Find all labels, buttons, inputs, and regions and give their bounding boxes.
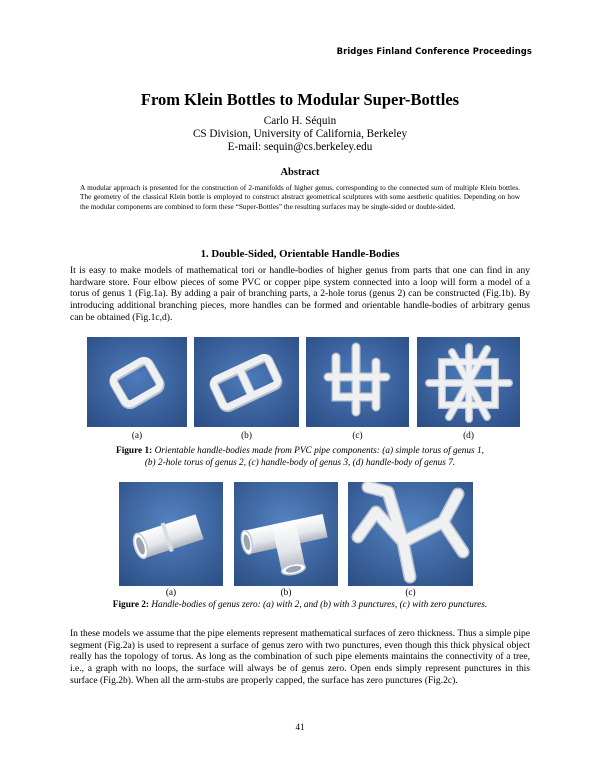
figure-1a-label: (a) [131, 431, 143, 441]
figure-2a-label: (a) [165, 588, 177, 598]
figure-1d-label: (d) [463, 431, 474, 441]
figure-1-caption [0, 446, 600, 469]
figure-2c-label: (c) [405, 588, 416, 598]
figure-1b-label: (b) [241, 431, 252, 441]
abstract-text: A modular approach is presented for the construction of 2-manifolds of higher genus, corresponding to the connected sum of multiple Klein bottles. The geometry of the classical Klein bottle is employed to construct abstract geometrical sculptures with some aesthetic qualities. Depending on how the modular components are combined to form these “Super-Bottles” the resulting surfaces may be single-sided or double-sided. [80, 183, 520, 211]
body-paragraph-1: It is easy to make models of mathematical tori or handle-bodies of higher genus from parts that one can find in any hardware store. Four elbow pieces of some PVC or copper pipe system connected into a loop will form a model of a torus of genus 1 (Fig.1a). By adding a pair of branching parts, a 2-hole torus (genus 2) can be constructed (Fig.1b). By introducing additional branching pieces, more handles can be formed and orientable handle-bodies of arbitrary genus can be obtained (Fig.1c,d). [70, 265, 530, 323]
figure-1-caption-label: Figure 1: [116, 446, 153, 456]
figure-1c-genus-3-photo [306, 337, 409, 427]
figure-2b-tee-piece-photo [234, 482, 338, 586]
figure-2b-label: (b) [280, 588, 292, 598]
author-name: Carlo H. Séquin [263, 115, 337, 127]
section-heading: 1. Double-Sided, Orientable Handle-Bodies [200, 248, 400, 260]
figure-2-caption [0, 600, 600, 612]
running-header: Bridges Finland Conference Proceedings [336, 46, 532, 56]
figure-1-caption-line-2: (b) 2-hole torus of genus 2, (c) handle-body of genus 3, (d) handle-body of genus 7. [144, 457, 456, 468]
figure-2-caption-label: Figure 2: [112, 600, 150, 610]
paper-title: From Klein Bottles to Modular Super-Bottles [140, 90, 460, 109]
figure-2c-capped-tree-photo [348, 482, 473, 586]
figure-1a-torus-photo [87, 337, 187, 427]
figure-1b-two-hole-torus-photo [194, 337, 299, 427]
abstract-heading: Abstract [280, 167, 320, 178]
figure-1-caption-line-1: Orientable handle-bodies made from PVC pipe components: (a) simple torus of genus 1, [154, 446, 484, 456]
figure-1d-genus-7-photo [417, 337, 520, 427]
body-paragraph-2: In these models we assume that the pipe elements represent mathematical surfaces of zero thickness. Thus a simple pipe segment (Fig.2a) is used to represent a surface of genus zero with two punctures, even though this thick physical object really has the topology of torus. As long as the combination of such pipe elements maintains the connectivity of a tree, i.e., a graph with no loops, the surface will always be of genus zero. Open ends simply represent punctures in this surface (Fig.2b). When all the arm-stubs are properly capped, the surface has zero punctures (Fig.2c). [70, 628, 530, 686]
author-affiliation: CS Division, University of California, Berkeley [192, 128, 408, 140]
page-number: 41 [295, 722, 305, 732]
figure-1c-label: (c) [352, 431, 363, 441]
author-email: E-mail: sequin@cs.berkeley.edu [227, 141, 373, 153]
figure-2-caption-text: Handle-bodies of genus zero: (a) with 2, and (b) with 3 punctures, (c) with zero punctures. [151, 600, 488, 610]
figure-2a-pipe-segment-photo [119, 482, 223, 586]
